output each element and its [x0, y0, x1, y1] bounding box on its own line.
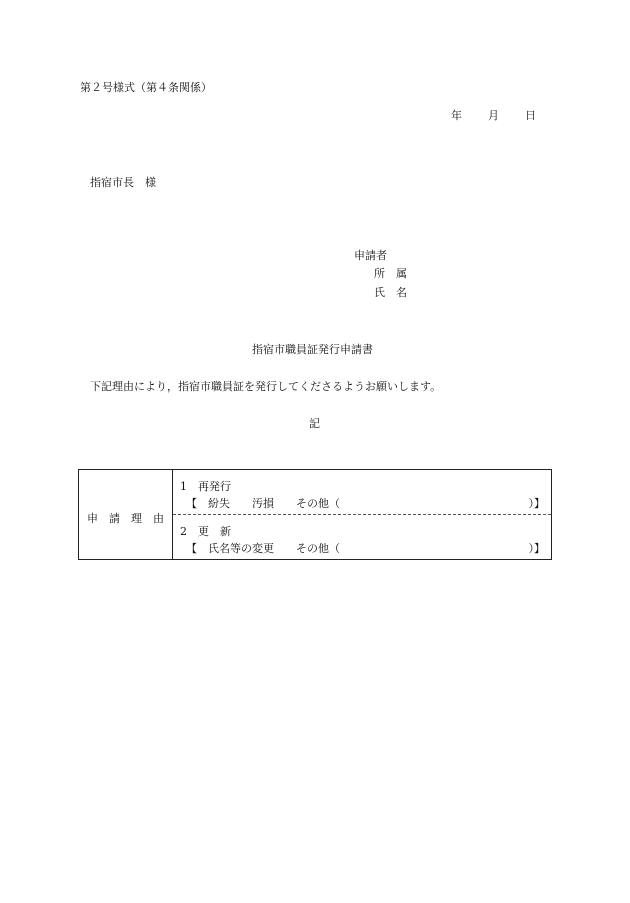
reason-header-cell: [79, 470, 173, 559]
reason-row-renewal: [173, 515, 551, 559]
body-text: 下記理由により，指宿市職員証を発行してくださるようお願いします。: [90, 380, 442, 393]
ki-heading: 記: [309, 417, 320, 430]
form-number: 第２号様式（第４条関係）: [80, 81, 212, 94]
reason-table: [78, 469, 552, 560]
date-year-label: 年: [451, 109, 462, 122]
addressee: 指宿市長 様: [90, 176, 156, 189]
date-month-label: 月: [488, 109, 499, 122]
date-line: [444, 99, 536, 121]
applicant-heading: 申請者: [354, 249, 387, 262]
reason-header-label: 申 請 理 由: [87, 512, 164, 525]
reason-row-options: 【 氏名等の変更 その他（: [186, 542, 340, 555]
reason-row-close-bracket: ）】: [528, 542, 545, 555]
affiliation-label: 所 属: [374, 267, 407, 280]
reason-row-title: 1 再発行: [180, 480, 231, 493]
reason-row-title: 2 更 新: [180, 525, 231, 538]
reason-row-reissue: [173, 470, 551, 515]
date-day-label: 日: [525, 109, 536, 122]
name-label: 氏 名: [374, 286, 407, 299]
reason-row-close-bracket: ）】: [528, 497, 545, 510]
reason-row-options: 【 紛失 汚損 その他（: [186, 497, 340, 510]
document-title: 指宿市職員証発行申請書: [252, 343, 373, 356]
